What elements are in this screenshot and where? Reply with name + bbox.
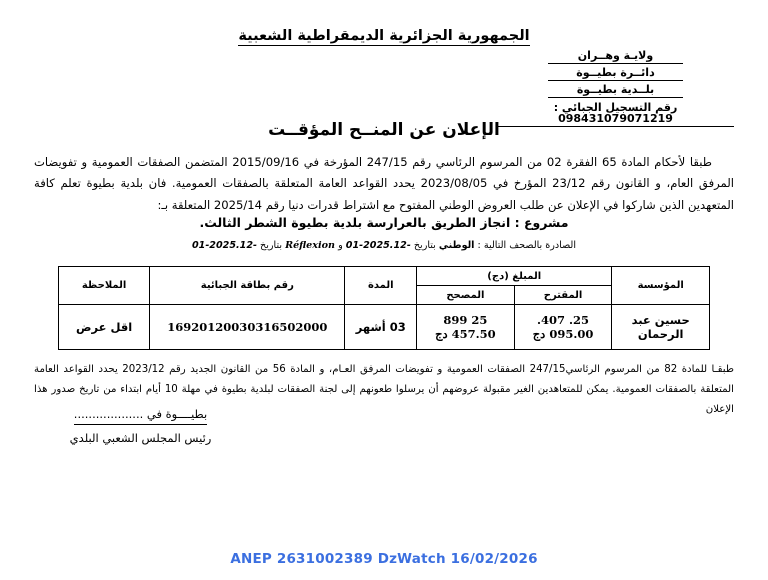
project-line (0, 215, 768, 230)
header-amount-group: المبلغ (دج) (417, 267, 612, 286)
project-label: مشروع : (514, 215, 569, 230)
newspaper-one-name: الوطني (438, 240, 475, 251)
tax-registration-label: رقم التسجيل الجبائي : (553, 101, 678, 114)
signature-place-date: بطيــــوة في ................... (74, 405, 207, 425)
header-amount-corrected: المصحح (417, 286, 515, 305)
publication-line (0, 240, 768, 251)
newspaper-one-date: -2025.12-01 (345, 240, 411, 251)
table-head (59, 267, 710, 305)
tax-registration-number: 098431079071219 (558, 112, 673, 125)
announcement-title: الإعلان عن المنــح المؤقــت (268, 120, 500, 140)
table-body (59, 305, 710, 350)
header-tax-card: رقم بطاقة الجبائية (150, 267, 345, 305)
baladia-line: بلــدية بطيــوة (548, 84, 683, 98)
signature-role: رئيس المجلس الشعبي البلدي (69, 431, 212, 446)
anep-footer: ANEP 2631002389 DzWatch 16/02/2026 (230, 551, 538, 567)
cell-remark: اقل عرض (59, 305, 150, 350)
publication-conjunction: و (338, 240, 343, 251)
header-duration: المدة (345, 267, 417, 305)
header-company: المؤسسة (612, 267, 710, 305)
newspaper-one-date-label: بتاريخ (413, 240, 436, 251)
table-header-row-1 (59, 267, 710, 286)
daira-line: دائــرة بطيــوة (548, 67, 683, 81)
bid-results-table (58, 266, 710, 350)
newspaper-two-date: -2025.12-01 (191, 240, 257, 251)
header-amount-proposed: المقترح (514, 286, 612, 305)
cell-duration: 03 أشهر (345, 305, 417, 350)
newspaper-two-date-label: بتاريخ (260, 240, 283, 251)
table-row (59, 305, 710, 350)
body-paragraph-block (34, 152, 734, 216)
cell-amount-proposed: 25. 407. 095.00 دج (514, 305, 612, 350)
publication-prefix: الصادرة بالصحف التالية : (477, 240, 577, 251)
bid-results-table-wrapper (58, 266, 710, 350)
project-name: انجاز الطريق بالعرارسة بلدية بطيوة الشطر الثالث. (199, 215, 511, 230)
cell-amount-corrected: 25 899 457.50 دج (417, 305, 515, 350)
republic-title (0, 28, 768, 44)
newspaper-two-name: Réflexion (285, 240, 335, 251)
republic-title-text: الجمهورية الجزائرية الديمقراطية الشعبية (238, 28, 530, 44)
cell-company: حسين عبد الرحمان (612, 305, 710, 350)
wilaya-line: ولايـة وهــران (548, 50, 683, 64)
header-remark: الملاحظة (59, 267, 150, 305)
signature-block (33, 405, 248, 448)
body-paragraph: طبقا لأحكام المادة 65 الفقرة 02 من المرسوم الرئاسي رقم 247/15 المؤرخة في 2015/09/16 المتضمن الصفقات العمومية و تفويضات المرفق العام، و القانون رقم 23/12 المؤرخ في 2023/08/05 يحدد القواعد العامة المتعلقة بالصفقات العمومية. فان بلدية بطيوة تعلم كافة المتعهدين الذين شاركوا في الإعلان عن طلب العروض الوطني المفتوح مع اشتراط قدرات دنيا رقم 2025/14 المتعلقة بـ: (34, 155, 734, 212)
legal-paragraph: طبقـا للمادة 82 من المرسوم الرئاسي247/15 الصفقات العمومية و تفويضات المرفق العـام، و المادة 56 من القانون الجديد رقم 2023/12 يحدد القواعد العامة المتعلقة بالصفقات العمومية. يمكن للمتعاهدين الغير مقبولة عروضهم أن يرسلوا طعونهم إلى لجنة الصفقات لبلدية بطيوة في مهلة 10 أيام ابتداء من تاريخ صدور هذا الإعلان (34, 364, 734, 415)
administrative-header (493, 50, 738, 130)
cell-tax-card: 16920120030316502000 (150, 305, 345, 350)
